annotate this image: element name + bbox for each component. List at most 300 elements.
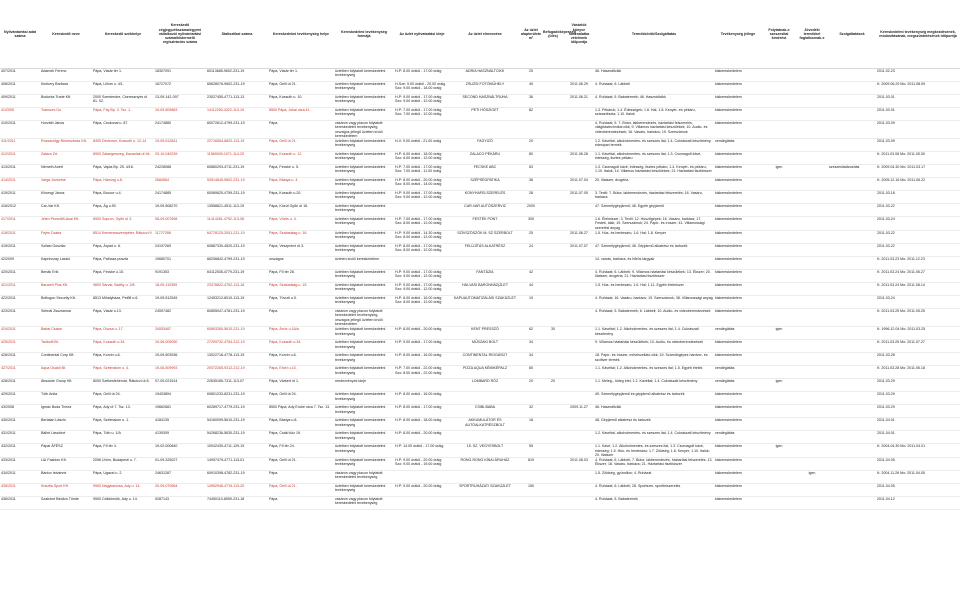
cell-products[interactable]: 1.2. Kávéital, alkoholmentes- és szeszes ital; 1.4. Cukrászati készítmény: [594, 431, 714, 444]
cell-id[interactable]: 408/2011: [0, 82, 40, 95]
cell-area[interactable]: 49: [520, 82, 542, 95]
cell-place[interactable]: Pápa, Kossuth u.20.: [268, 191, 334, 204]
cell-seats[interactable]: 20: [542, 379, 564, 392]
cell-kind[interactable]: kiskereskedelem: [714, 191, 762, 204]
cell-seat[interactable]: Pápa, Palhaza puszta: [92, 257, 154, 270]
cell-excise[interactable]: [796, 353, 828, 366]
column-header[interactable]: Nyilvántartási adat száma: [0, 0, 40, 69]
cell-book-date[interactable]: 2011.06.27: [564, 231, 594, 244]
cell-hours[interactable]: H-P: 9.00 órától - 14.30 óráig Szo: 8.00 órától - 12.00 óráig: [394, 231, 450, 244]
cell-book-date[interactable]: 2011.07.07: [564, 244, 594, 257]
cell-products[interactable]: 20. Illatszer, drogéria: [594, 178, 714, 191]
cell-place[interactable]: 8500 Pápa, Jókai utca 41.: [268, 108, 334, 121]
table-row[interactable]: [0, 139, 960, 152]
cell-alcohol[interactable]: igen: [762, 379, 796, 392]
cell-stat-number[interactable]: 60887330-4520-231-19: [206, 244, 268, 257]
cell-excise[interactable]: [796, 340, 828, 353]
cell-stat-number[interactable]: 22635185-7311-113-07: [206, 379, 268, 392]
cell-alcohol[interactable]: [762, 497, 796, 510]
cell-reg-number[interactable]: 24597482: [154, 309, 206, 327]
cell-id[interactable]: 422/2011: [0, 296, 40, 309]
cell-kind[interactable]: kiskereskedelem: [714, 95, 762, 108]
cell-seats[interactable]: [542, 139, 564, 152]
cell-form[interactable]: üzletben folytatott kereskedelmi tevékenység: [334, 69, 394, 82]
cell-reg-number[interactable]: 2684564: [154, 178, 206, 191]
cell-trader-name[interactable]: Kaprinczay László: [40, 257, 92, 270]
cell-form[interactable]: üzletben folytatott kereskedelmi tevékenység: [334, 405, 394, 418]
cell-kind[interactable]: kiskereskedelem: [714, 152, 762, 165]
cell-trader-name[interactable]: Kedvery Barbara: [40, 82, 92, 95]
cell-hours[interactable]: H-P: 6.00 órától - 18.00 óráig Szo: 6.00 órától - 12.00 óráig: [394, 152, 450, 165]
cell-id[interactable]: 432/2011: [0, 444, 40, 458]
cell-date[interactable]: 2011.03.09: [876, 139, 960, 152]
cell-stat-number[interactable]: 23376822-4752-113-18: [206, 283, 268, 296]
cell-seats[interactable]: [542, 191, 564, 204]
table-row[interactable]: [0, 353, 960, 366]
cell-area[interactable]: 82: [520, 108, 542, 121]
cell-excise[interactable]: [796, 392, 828, 405]
cell-id[interactable]: 435/2011: [0, 484, 40, 497]
table-row[interactable]: [0, 392, 960, 405]
table-row[interactable]: [0, 121, 960, 139]
cell-stat-number[interactable]: 60113685-9602-231-19: [206, 69, 268, 82]
cell-date[interactable]: K: 2011.03.24 Mo: 2011.08.14: [876, 283, 960, 296]
cell-services[interactable]: [828, 431, 876, 444]
cell-reg-number[interactable]: 18-09-110359: [154, 283, 206, 296]
cell-services[interactable]: [828, 204, 876, 217]
table-row[interactable]: [0, 309, 960, 327]
cell-kind[interactable]: kiskereskedelem: [714, 257, 762, 270]
cell-trader-name[interactable]: Krisztia Sport Kft.: [40, 484, 92, 497]
column-header[interactable]: Kereskedő cégjegyzékszáma/egyéni vállalkozói nyilvántartási száma/kistermelő regisztrációs száma: [154, 0, 206, 69]
cell-seat[interactable]: 9600 Sárvár, Batthy u. 2/8.: [92, 283, 154, 296]
cell-shop-name[interactable]: RONG-RONG KÍNAI ÁRUHÁZ: [450, 458, 520, 471]
cell-book-date[interactable]: [564, 340, 594, 353]
cell-products[interactable]: 1.2. Kávéital, alkoholmentes- és szeszes ital; 1.4. Cukrászati készítmény, édesipari termék: [594, 139, 714, 152]
cell-reg-number[interactable]: 24197269: [154, 244, 206, 257]
cell-alcohol[interactable]: [762, 418, 796, 431]
cell-excise[interactable]: [796, 444, 828, 458]
cell-services[interactable]: [828, 405, 876, 418]
cell-trader-name[interactable]: Németh Anett: [40, 165, 92, 178]
cell-book-date[interactable]: 2011.06.28: [564, 152, 594, 165]
cell-id[interactable]: 436/2011: [0, 497, 40, 510]
cell-form[interactable]: üzleten kívüli kereskedelem: [334, 257, 394, 270]
cell-id[interactable]: 421/2011: [0, 283, 40, 296]
cell-trader-name[interactable]: Benák Erik: [40, 270, 92, 283]
cell-services[interactable]: [828, 283, 876, 296]
cell-book-date[interactable]: [564, 309, 594, 327]
cell-place[interactable]: Pápa, Vásár tér 1.: [268, 69, 334, 82]
cell-seats[interactable]: 30: [542, 327, 564, 340]
cell-kind[interactable]: kiskereskedelem: [714, 458, 762, 471]
column-header[interactable]: Befogadóképesség (ülés): [542, 0, 564, 69]
cell-trader-name[interactable]: Rózsavölgy Reneszánsz Kft.: [40, 139, 92, 152]
cell-reg-number[interactable]: 19-09-508270: [154, 204, 206, 217]
cell-products[interactable]: 4. Ruházat; 6. Lábbeli; 28. Sportszer, sportfelszerelés: [594, 484, 714, 497]
cell-kind[interactable]: kiskereskedelem: [714, 108, 762, 121]
cell-id[interactable]: 412/2011: [0, 152, 40, 165]
cell-excise[interactable]: [796, 152, 828, 165]
cell-services[interactable]: [828, 392, 876, 405]
cell-kind[interactable]: kiskereskedelem: [714, 309, 762, 327]
cell-date[interactable]: 2011.03.29: [876, 379, 960, 392]
cell-products[interactable]: 1.3. Pékáruk; 1.4. Édességek; 1.6. Hal; 1.8. Kenyér- és pékáru, száraztészta; 1.10. Italok: [594, 108, 714, 121]
cell-trader-name[interactable]: Sebnál Zsuzsanna: [40, 309, 92, 327]
cell-id[interactable]: 42/2009: [0, 257, 40, 270]
cell-reg-number[interactable]: 19-09-512545: [154, 296, 206, 309]
cell-hours[interactable]: H-P: 14.00 órától - 17.00 óráig: [394, 444, 450, 458]
cell-place[interactable]: Pápa: [268, 121, 334, 139]
cell-stat-number[interactable]: 13022716-4778-113-19: [206, 353, 268, 366]
cell-book-date[interactable]: [564, 283, 594, 296]
cell-date[interactable]: 2011.03.09: [876, 121, 960, 139]
cell-trader-name[interactable]: Bodorka Trade Kft.: [40, 95, 92, 108]
cell-form[interactable]: üzletben folytatott kereskedelmi tevékenység: [334, 327, 394, 340]
cell-reg-number[interactable]: 19-02-000840: [154, 444, 206, 458]
cell-services[interactable]: [828, 69, 876, 82]
table-row[interactable]: [0, 405, 960, 418]
cell-seat[interactable]: Pápa, Boccor u.4.: [92, 191, 154, 204]
cell-reg-number[interactable]: 01-09-325027: [154, 458, 206, 471]
cell-services[interactable]: [828, 471, 876, 484]
cell-place[interactable]: országos: [268, 257, 334, 270]
cell-book-date[interactable]: 2011.08.03: [564, 458, 594, 471]
cell-services[interactable]: [828, 296, 876, 309]
cell-excise[interactable]: [796, 379, 828, 392]
cell-id[interactable]: 431/2011: [0, 431, 40, 444]
cell-products[interactable]: 14. varrás, barkács, és bőrös tárgyak: [594, 257, 714, 270]
cell-kind[interactable]: vendéglátás: [714, 327, 762, 340]
cell-excise[interactable]: [796, 497, 828, 510]
cell-seats[interactable]: [542, 497, 564, 510]
cell-seat[interactable]: 2096 Üröm, Budapesti u. 7.: [92, 458, 154, 471]
cell-products[interactable]: 4. Ruházat; 16. Vasáru, barkács; 19. Szerszámok; 38. Villamossági anyag: [594, 296, 714, 309]
cell-services[interactable]: [828, 458, 876, 471]
cell-seats[interactable]: [542, 108, 564, 121]
table-row[interactable]: [0, 471, 960, 484]
cell-date[interactable]: K: 2005.12.16 Mo: 2011.06.22: [876, 178, 960, 191]
cell-products[interactable]: 1.3. Csomagolt kávé, édesség, lisztes pékáru; 1.4. Kenyér- és pékáru; 1.10. Italok; 14. Villamos háztartási készülékek; 21. Háztartási tisztítószer: [594, 165, 714, 178]
cell-form[interactable]: üzletben folytatott kereskedelmi tevékenység: [334, 353, 394, 366]
cell-stat-number[interactable]: 60855047-4781-231-19: [206, 309, 268, 327]
cell-area[interactable]: 20: [520, 379, 542, 392]
cell-alcohol[interactable]: [762, 309, 796, 327]
cell-trader-name[interactable]: Babai Csaba: [40, 327, 92, 340]
cell-alcohol[interactable]: igen: [762, 444, 796, 458]
cell-reg-number[interactable]: 19662681: [154, 405, 206, 418]
cell-reg-number[interactable]: 9191353: [154, 270, 206, 283]
cell-form[interactable]: üzletben folytatott kereskedelmi tevékenység: [334, 244, 394, 257]
cell-products[interactable]: 1.1. Meleg-, hideg étel; 1.2. Kávéital; 1.4. Cukrászati készítmény: [594, 379, 714, 392]
cell-id[interactable]: 423/2011: [0, 309, 40, 327]
cell-id[interactable]: 430/2011: [0, 418, 40, 431]
cell-seat[interactable]: 9500 Celldömölk, Ady u. 14.: [92, 497, 154, 510]
cell-services[interactable]: [828, 108, 876, 121]
cell-book-date[interactable]: [564, 327, 594, 340]
column-header[interactable]: Termékkörök/Szolgáltatás: [594, 0, 714, 69]
cell-kind[interactable]: kiskereskedelem: [714, 405, 762, 418]
cell-seat[interactable]: Pápa, Liliom u. 4/1.: [92, 82, 154, 95]
table-row[interactable]: [0, 283, 960, 296]
cell-book-date[interactable]: [564, 484, 594, 497]
cell-seats[interactable]: [542, 444, 564, 458]
cell-excise[interactable]: [796, 69, 828, 82]
cell-place[interactable]: Pápa, Fő tér 28.: [268, 270, 334, 283]
cell-stat-number[interactable]: 60289717-4779-231-19: [206, 405, 268, 418]
cell-shop-name[interactable]: ZALACO PÉKÁRU: [450, 152, 520, 165]
cell-kind[interactable]: kiskereskedelem: [714, 204, 762, 217]
cell-alcohol[interactable]: [762, 431, 796, 444]
cell-kind[interactable]: kiskereskedelem: [714, 497, 762, 510]
cell-services[interactable]: [828, 95, 876, 108]
cell-services[interactable]: [828, 379, 876, 392]
cell-reg-number[interactable]: 24174885: [154, 191, 206, 204]
cell-kind[interactable]: kiskereskedelem: [714, 121, 762, 139]
cell-date[interactable]: 2011.02.23: [876, 69, 960, 82]
cell-alcohol[interactable]: [762, 69, 796, 82]
cell-alcohol[interactable]: [762, 405, 796, 418]
column-header[interactable]: Kereskedelmi tevékenység formája: [334, 0, 394, 69]
cell-alcohol[interactable]: [762, 366, 796, 379]
cell-products[interactable]: 4. Ruházat; 5. Babatermék: [594, 497, 714, 510]
cell-stat-number[interactable]: 64778125-2051-231-19: [206, 231, 268, 244]
cell-id[interactable]: 411/2011: [0, 139, 40, 152]
cell-seat[interactable]: Pápa, Fecske u.15.: [92, 270, 154, 283]
cell-form[interactable]: üzletben folytatott kereskedelmi tevékenység: [334, 139, 394, 152]
cell-book-date[interactable]: [564, 497, 594, 510]
cell-seats[interactable]: [542, 458, 564, 471]
cell-products[interactable]: 1.5. Hús- és hentesáru; 1.6. Hal; 1.8. Kenyér: [594, 231, 714, 244]
cell-stat-number[interactable]: 22716554-6820-113-19: [206, 139, 268, 152]
cell-kind[interactable]: kiskereskedelem: [714, 418, 762, 431]
cell-shop-name[interactable]: CONTINENTAL RIOGÁSÚT: [450, 353, 520, 366]
cell-place[interactable]: 8500 Pápa, Ady Endre utca 7. Tsz. 13.: [268, 405, 334, 418]
cell-seats[interactable]: [542, 340, 564, 353]
cell-alcohol[interactable]: [762, 152, 796, 165]
cell-services[interactable]: [828, 270, 876, 283]
cell-date[interactable]: 2011.03.01: [876, 95, 960, 108]
cell-trader-name[interactable]: Aqua Osaldi Bt.: [40, 366, 92, 379]
cell-shop-name[interactable]: KAPUAUTOMATIZÁLÁSI SZAKÜZLET: [450, 296, 520, 309]
cell-place[interactable]: Pápa, Szabadság u. 16.: [268, 231, 334, 244]
cell-products[interactable]: 46. Használtcikk: [594, 405, 714, 418]
cell-reg-number[interactable]: 16727072: [154, 82, 206, 95]
cell-area[interactable]: 150: [520, 484, 542, 497]
cell-hours[interactable]: H-P: 8.00 órától - 17.00 óráig Szo: 8.00 órától - 12.00 óráig: [394, 244, 450, 257]
cell-products[interactable]: 4. Ruházat; 5. 7. Bútor, lakberendezés, háztartási felszerelés, világítástechnikai cikk; 9. Villamos háztartási készülékek; 10. Audio- és videoberendezések; 16. Vasáru, barkács; 19. Szerszámok: [594, 121, 714, 139]
cell-id[interactable]: 417/2011: [0, 217, 40, 231]
cell-seat[interactable]: Pápa, Árpád u. 6.: [92, 244, 154, 257]
cell-area[interactable]: [520, 431, 542, 444]
cell-alcohol[interactable]: [762, 244, 796, 257]
cell-id[interactable]: 428/2011: [0, 379, 40, 392]
cell-stat-number[interactable]: 14112250-4322-113-19: [206, 108, 268, 121]
cell-book-date[interactable]: [564, 121, 594, 139]
cell-stat-number[interactable]: 53914645-9602-231-19: [206, 178, 268, 191]
cell-reg-number[interactable]: 19-06-509993: [154, 366, 206, 379]
cell-form[interactable]: üzletben folytatott kereskedelmi tevékenység: [334, 95, 394, 108]
cell-products[interactable]: 48. Gépjármű alkatrész és tartozék: [594, 418, 714, 431]
cell-products[interactable]: 49. Személygépjármű és gépjármű alkatrész és tartozék: [594, 392, 714, 405]
cell-trader-name[interactable]: Continental Corp Kft.: [40, 353, 92, 366]
cell-book-date[interactable]: 2009.11.27: [564, 405, 594, 418]
cell-area[interactable]: 42: [520, 270, 542, 283]
cell-services[interactable]: [828, 418, 876, 431]
cell-kind[interactable]: vendéglátás: [714, 379, 762, 392]
cell-stat-number[interactable]: 60910398-4782-231-19: [206, 471, 268, 484]
cell-trader-name[interactable]: Horváth János: [40, 121, 92, 139]
cell-alcohol[interactable]: igen: [762, 165, 796, 178]
cell-form[interactable]: üzletben folytatott kereskedelmi tevékenység: [334, 204, 394, 217]
cell-place[interactable]: Pápa: [268, 309, 334, 327]
cell-reg-number[interactable]: 19-09-509883: [154, 108, 206, 121]
cell-area[interactable]: 34: [520, 353, 542, 366]
cell-area[interactable]: 80: [520, 366, 542, 379]
cell-date[interactable]: 2011.03.01: [876, 108, 960, 121]
cell-date[interactable]: K: 2004.11.26 Mo: 2011.04.05: [876, 471, 960, 484]
cell-place[interactable]: Pápa, Fő tér 24.: [268, 444, 334, 458]
cell-area[interactable]: 300: [520, 217, 542, 231]
cell-trader-name[interactable]: Bertalan László: [40, 418, 92, 431]
cell-shop-name[interactable]: HAI-VASI BARONHÁZ(ZLET: [450, 283, 520, 296]
cell-id[interactable]: 41/2005: [0, 108, 40, 121]
cell-id[interactable]: 424/2011: [0, 327, 40, 340]
cell-area[interactable]: 34: [520, 340, 542, 353]
cell-products[interactable]: 4. Ruházat; 5. Babatermék; 46. Használtcikk: [594, 95, 714, 108]
cell-excise[interactable]: [796, 458, 828, 471]
cell-date[interactable]: 2011.03.24: [876, 217, 960, 231]
cell-area[interactable]: 28: [520, 191, 542, 204]
table-row[interactable]: [0, 82, 960, 95]
cell-form[interactable]: üzletben folytatott kereskedelmi tevékenység: [334, 444, 394, 458]
cell-seat[interactable]: Pápa, Csokonai u. 87.: [92, 121, 154, 139]
cell-place[interactable]: Pápa, Bástya u.8.: [268, 418, 334, 431]
cell-id[interactable]: 413/2011: [0, 165, 40, 178]
cell-stat-number[interactable]: 60072612-4799-231-19: [206, 121, 268, 139]
cell-form[interactable]: vásáron vagy piacon folytatott kereskedelmi tevékenység: [334, 471, 394, 484]
cell-date[interactable]: K: 2011.03.08 Mo: 2011.05.30: [876, 152, 960, 165]
cell-seat[interactable]: Pápa, Ady út 7. Tsz. 13.: [92, 405, 154, 418]
cell-area[interactable]: 24: [520, 244, 542, 257]
cell-place[interactable]: Pápa, Gelli út 21.: [268, 139, 334, 152]
cell-alcohol[interactable]: [762, 283, 796, 296]
cell-place[interactable]: Pápa, Kossuth u. 12.: [268, 152, 334, 165]
table-row[interactable]: [0, 204, 960, 217]
cell-hours[interactable]: H-P: 7.00 órától - 17.00 óráig Szo: 7.00 órától - 12.00 óráig: [394, 108, 450, 121]
cell-shop-name[interactable]: CSIBI-BABA: [450, 405, 520, 418]
cell-place[interactable]: Pápa, Tóvízti u.5.: [268, 296, 334, 309]
cell-form[interactable]: üzletben folytatott kereskedelmi tevékenység: [334, 458, 394, 471]
cell-trader-name[interactable]: Fejes Csaba: [40, 231, 92, 244]
column-header[interactable]: Szolgáltatások: [828, 0, 876, 69]
cell-shop-name[interactable]: FECSKE ABC: [450, 165, 520, 178]
cell-alcohol[interactable]: [762, 296, 796, 309]
cell-excise[interactable]: [796, 431, 828, 444]
cell-stat-number[interactable]: 10042430-4711-129-19: [206, 444, 268, 458]
cell-excise[interactable]: [796, 204, 828, 217]
cell-seat[interactable]: 8000 Székesfehérvár, Rákóczi út 8.: [92, 379, 154, 392]
column-header[interactable]: Kereskedő székhelye: [92, 0, 154, 69]
cell-kind[interactable]: kiskereskedelem: [714, 444, 762, 458]
cell-alcohol[interactable]: [762, 484, 796, 497]
cell-services[interactable]: [828, 497, 876, 510]
cell-kind[interactable]: vendéglátás: [714, 366, 762, 379]
cell-stat-number[interactable]: 11414281-4752-113-08: [206, 217, 268, 231]
cell-book-date[interactable]: 2011.07.05: [564, 191, 594, 204]
cell-form[interactable]: üzletben folytatott kereskedelmi tevékenység: [334, 296, 394, 309]
cell-trader-name[interactable]: Szabóné Bindics Tünde: [40, 497, 92, 510]
cell-area[interactable]: [520, 392, 542, 405]
table-row[interactable]: [0, 231, 960, 244]
cell-area[interactable]: 20: [520, 139, 542, 152]
cell-shop-name[interactable]: FAGYIZÓ: [450, 139, 520, 152]
cell-book-date[interactable]: [564, 69, 594, 82]
cell-seats[interactable]: [542, 165, 564, 178]
table-row[interactable]: [0, 418, 960, 431]
table-row[interactable]: [0, 366, 960, 379]
column-header[interactable]: Kereskedő neve: [40, 0, 92, 69]
cell-alcohol[interactable]: [762, 95, 796, 108]
table-row[interactable]: [0, 152, 960, 165]
table-row[interactable]: [0, 165, 960, 178]
cell-book-date[interactable]: [564, 139, 594, 152]
cell-shop-name[interactable]: MŰSZAKI BOLT: [450, 340, 520, 353]
cell-stat-number[interactable]: 54160099-5610-231-19: [206, 418, 268, 431]
cell-shop-name[interactable]: FANTÁZIA: [450, 270, 520, 283]
cell-shop-name[interactable]: 15. SZ. VEGYESBOLT: [450, 444, 520, 458]
cell-form[interactable]: üzletben folytatott kereskedelmi tevékenység: [334, 108, 394, 121]
cell-book-date[interactable]: [564, 431, 594, 444]
cell-reg-number[interactable]: 07-09-021514: [154, 379, 206, 392]
cell-trader-name[interactable]: Car-Var Kft.: [40, 204, 92, 217]
cell-form[interactable]: üzletben folytatott kereskedelmi tevékenység: [334, 283, 394, 296]
cell-book-date[interactable]: [564, 270, 594, 283]
cell-excise[interactable]: [796, 327, 828, 340]
cell-alcohol[interactable]: [762, 471, 796, 484]
cell-trader-name[interactable]: Igmác Boda Tímea: [40, 405, 92, 418]
table-row[interactable]: [0, 431, 960, 444]
cell-date[interactable]: K: 2011.03.25 Mo: 2011.05.25: [876, 309, 960, 327]
cell-shop-name[interactable]: CAR-VAR AUTÓSZERVIZ: [450, 204, 520, 217]
cell-alcohol[interactable]: [762, 121, 796, 139]
cell-kind[interactable]: kiskereskedelem: [714, 69, 762, 82]
cell-hours[interactable]: [394, 204, 450, 217]
cell-reg-number[interactable]: 24053487: [154, 327, 206, 340]
cell-seats[interactable]: [542, 178, 564, 191]
cell-alcohol[interactable]: [762, 139, 796, 152]
cell-trader-name[interactable]: Transzer-Go: [40, 108, 92, 121]
cell-services[interactable]: [828, 353, 876, 366]
table-row[interactable]: [0, 340, 960, 353]
column-header[interactable]: Statisztikai száma: [206, 0, 268, 69]
cell-book-date[interactable]: [564, 257, 594, 270]
cell-excise[interactable]: [796, 108, 828, 121]
column-header[interactable]: Kereskedelmi tevékenység megkezdésének, módosításának, megszüntetésének időpontja: [876, 0, 960, 69]
cell-stat-number[interactable]: 60089625-4759-231-19: [206, 191, 268, 204]
cell-form[interactable]: üzletben folytatott kereskedelmi tevékenység: [334, 231, 394, 244]
cell-alcohol[interactable]: [762, 458, 796, 471]
cell-area[interactable]: [520, 309, 542, 327]
table-row[interactable]: [0, 257, 960, 270]
cell-stat-number[interactable]: 27209732-4754-212-19: [206, 340, 268, 353]
cell-reg-number[interactable]: 19-06-009050: [154, 340, 206, 353]
cell-shop-name[interactable]: [450, 257, 520, 270]
cell-seats[interactable]: [542, 392, 564, 405]
cell-stat-number[interactable]: 66206842-4799-231-19: [206, 257, 268, 270]
cell-hours[interactable]: H-P: 8.00 órától - 18.00 óráig: [394, 418, 450, 431]
cell-id[interactable]: 426/2011: [0, 353, 40, 366]
